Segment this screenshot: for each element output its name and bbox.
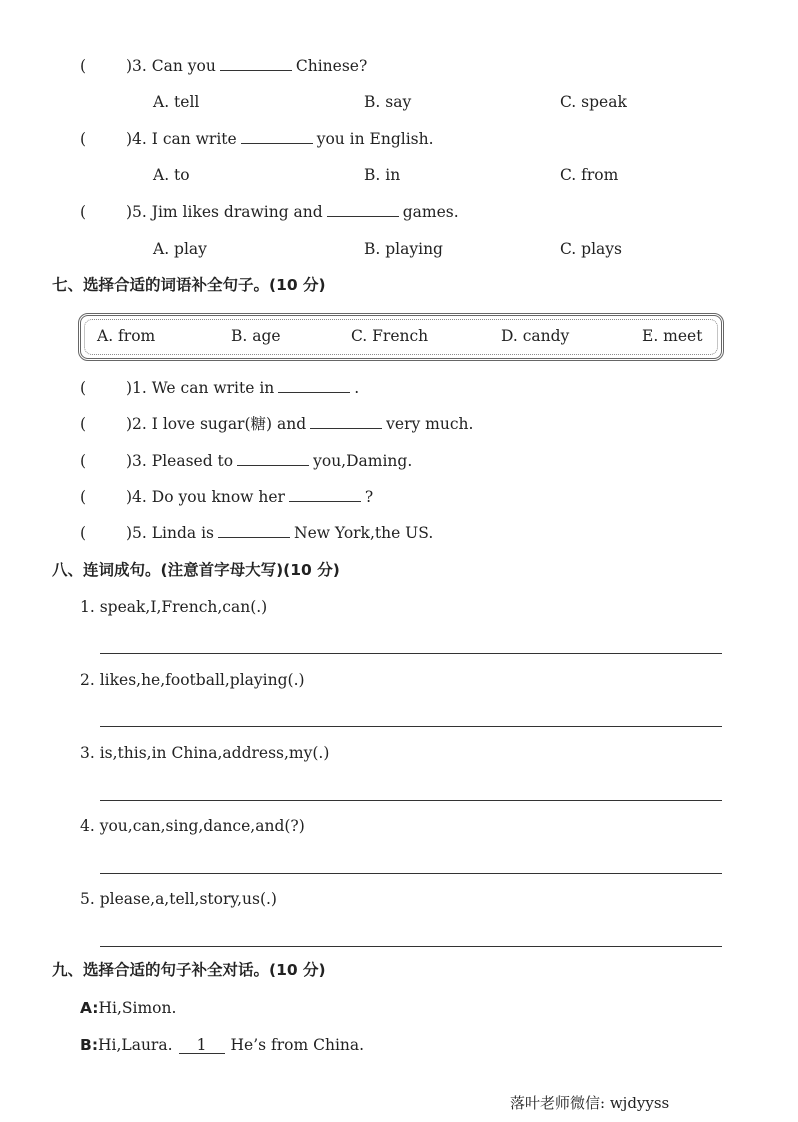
item-text: )3. Pleased to — [126, 452, 234, 470]
option-a: A. tell — [153, 93, 200, 111]
option-c: C. plays — [560, 240, 622, 258]
answer-line-4[interactable] — [100, 873, 722, 874]
answer-blank[interactable] — [327, 202, 399, 217]
answer-blank[interactable] — [289, 487, 361, 502]
item-text-after: ? — [364, 488, 374, 506]
option-b: B. say — [364, 93, 412, 111]
word-option-e: E. meet — [642, 327, 703, 345]
answer-blank[interactable] — [310, 414, 382, 429]
option-c: C. from — [560, 166, 619, 184]
item-text: )1. We can write in — [126, 379, 275, 397]
answer-blank[interactable] — [241, 129, 313, 144]
item-text: )2. I love sugar(糖) and — [126, 415, 307, 433]
scramble-item-1: 1. speak,I,French,can(.) — [80, 598, 268, 616]
dialog-text-after: He’s from China. — [230, 1036, 365, 1054]
question-text-after: games. — [402, 203, 459, 221]
answer-paren: ( — [80, 130, 87, 148]
answer-blank[interactable] — [278, 378, 350, 393]
option-a: A. to — [153, 166, 190, 184]
answer-paren: ( — [80, 415, 87, 433]
section-8-title: 八、连词成句。(注意首字母大写)(10 分) — [52, 561, 340, 579]
question-text-after: you in English. — [316, 130, 434, 148]
item-text: )4. Do you know her — [126, 488, 285, 506]
scramble-item-4: 4. you,can,sing,dance,and(?) — [80, 817, 305, 835]
answer-paren: ( — [80, 488, 87, 506]
question-text: )4. I can write — [126, 130, 237, 148]
word-option-c: C. French — [351, 327, 429, 345]
answer-paren: ( — [80, 379, 87, 397]
question-text: )5. Jim likes drawing and — [126, 203, 323, 221]
question-text-after: Chinese? — [295, 57, 368, 75]
answer-line-1[interactable] — [100, 653, 722, 654]
section-7-title: 七、选择合适的词语补全句子。(10 分) — [52, 276, 326, 294]
option-c: C. speak — [560, 93, 627, 111]
answer-line-5[interactable] — [100, 946, 722, 947]
answer-paren: ( — [80, 452, 87, 470]
option-b: B. playing — [364, 240, 443, 258]
answer-line-2[interactable] — [100, 726, 722, 727]
word-option-d: D. candy — [501, 327, 570, 345]
word-option-b: B. age — [231, 327, 281, 345]
item-text-after: . — [354, 379, 360, 397]
speaker-a: A: — [80, 999, 99, 1017]
item-text-after: you,Daming. — [313, 452, 413, 470]
answer-blank[interactable] — [218, 523, 290, 538]
dialog-line-a — [80, 998, 176, 1018]
answer-paren: ( — [80, 57, 87, 75]
answer-line-3[interactable] — [100, 800, 722, 801]
question-text: )3. Can you — [126, 57, 216, 75]
item-text-after: New York,the US. — [294, 524, 434, 542]
scramble-item-2: 2. likes,he,football,playing(.) — [80, 671, 305, 689]
answer-paren: ( — [80, 203, 87, 221]
item-text-after: very much. — [386, 415, 474, 433]
answer-blank[interactable] — [237, 451, 309, 466]
footer-watermark: 落叶老师微信: wjdyyss — [510, 1094, 670, 1112]
speaker-b: B: — [80, 1036, 99, 1054]
answer-blank[interactable] — [220, 56, 292, 71]
item-text: )5. Linda is — [126, 524, 214, 542]
option-a: A. play — [153, 240, 207, 258]
dialog-text: Hi,Simon. — [98, 999, 177, 1017]
dialog-line-b — [80, 1035, 364, 1055]
word-option-a: A. from — [97, 327, 156, 345]
scramble-item-5: 5. please,a,tell,story,us(.) — [80, 890, 277, 908]
option-b: B. in — [364, 166, 401, 184]
dialog-blank-1[interactable]: 1 — [179, 1035, 225, 1054]
scramble-item-3: 3. is,this,in China,address,my(.) — [80, 744, 330, 762]
section-9-title: 九、选择合适的句子补全对话。(10 分) — [52, 961, 326, 979]
answer-paren: ( — [80, 524, 87, 542]
dialog-text: Hi,Laura. — [98, 1036, 173, 1054]
